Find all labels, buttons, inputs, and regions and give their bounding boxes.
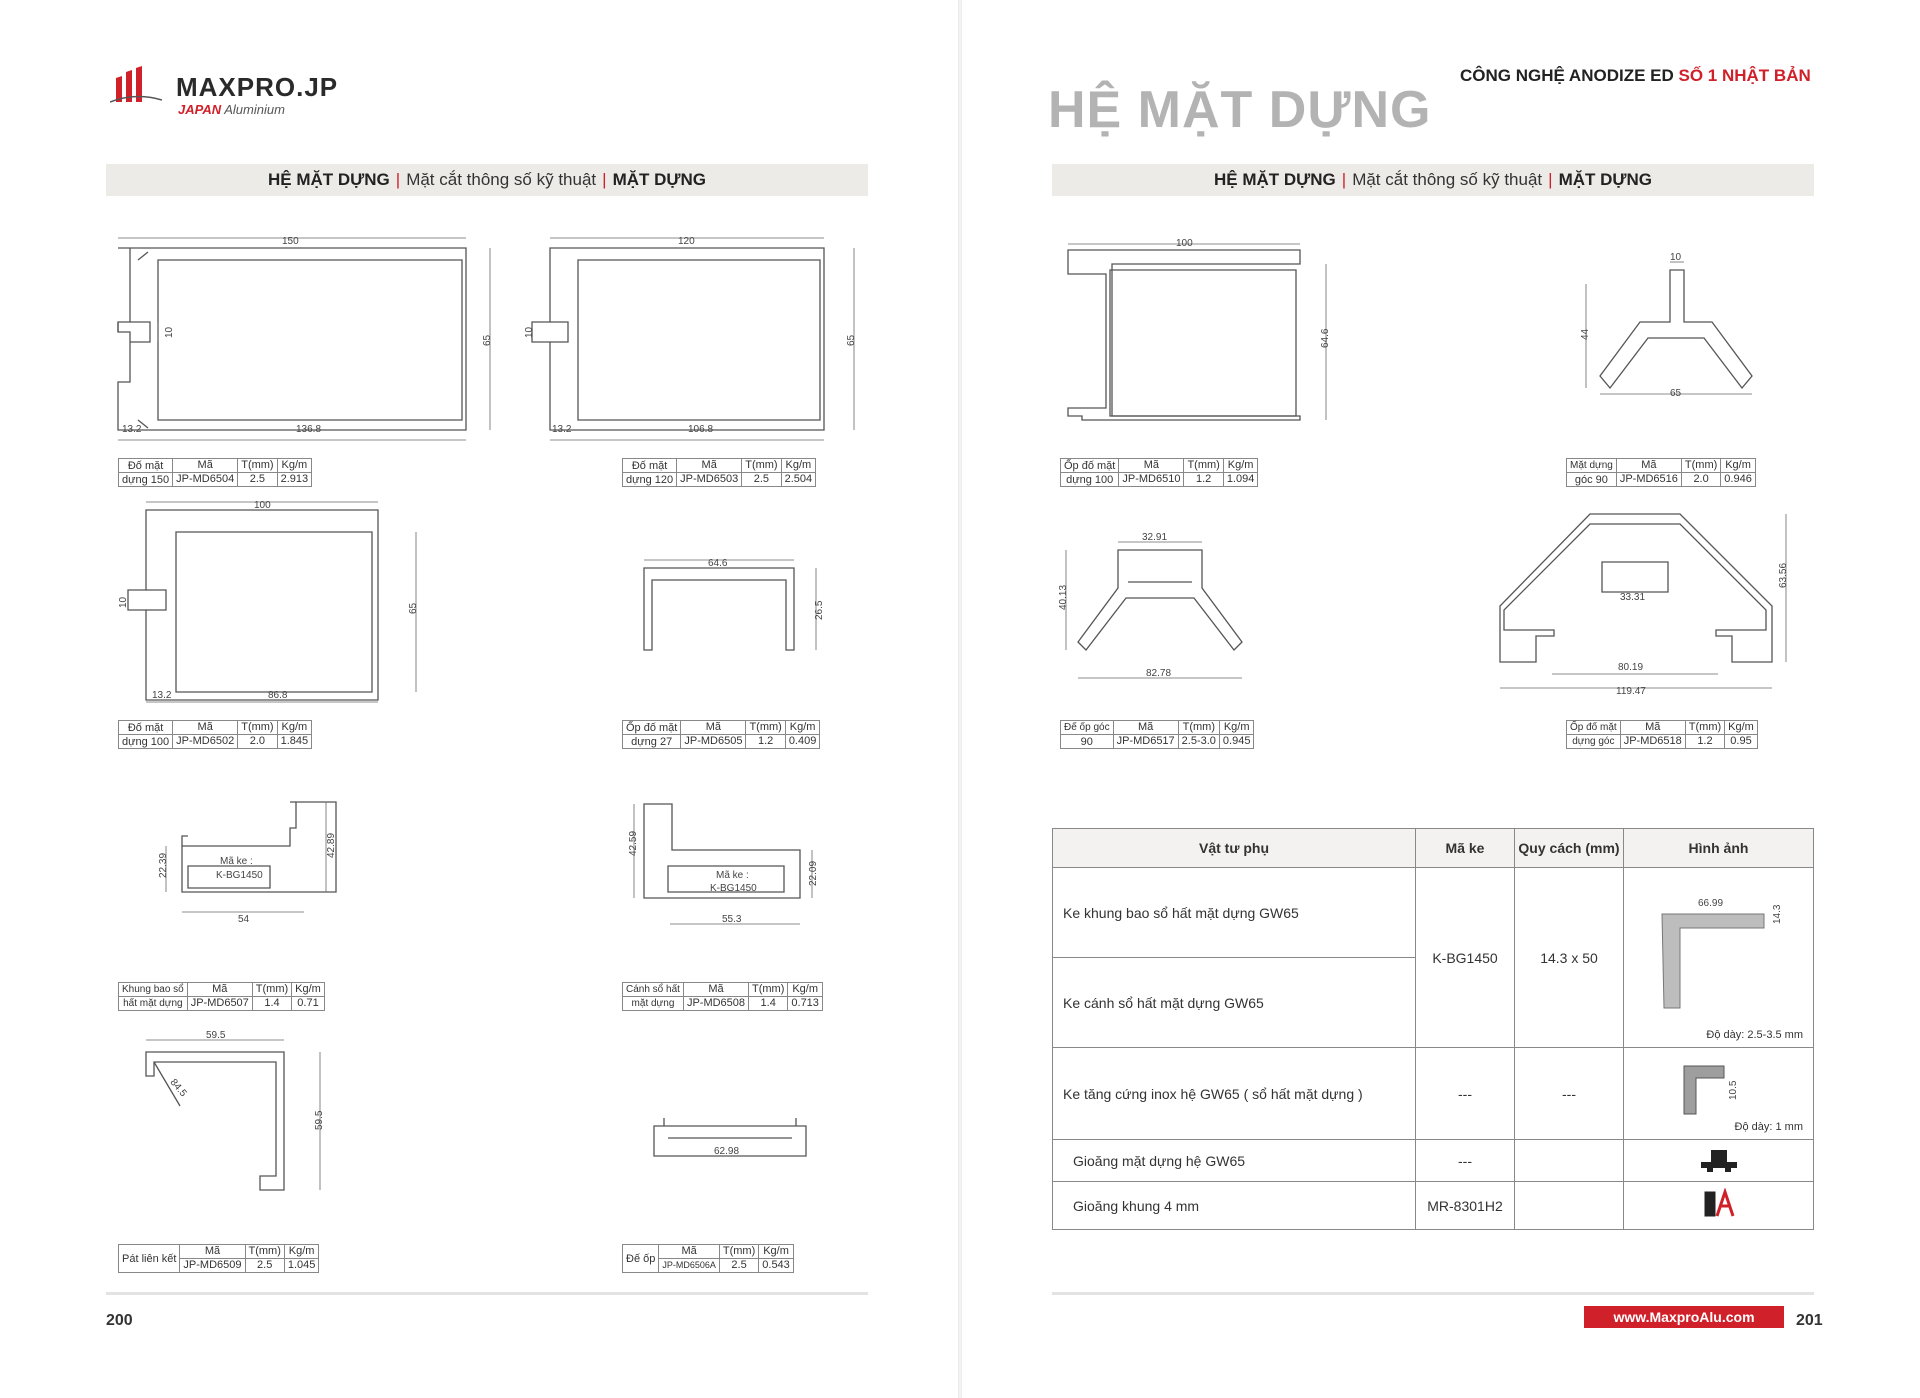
profile-drawing-md6505 — [636, 556, 836, 656]
dim-label: 63.56 — [1778, 562, 1789, 588]
dim-label: 22.39 — [158, 852, 169, 878]
dim-label: 10.5 — [1728, 1080, 1739, 1100]
thickness-note: Độ dày: 1 mm — [1734, 1121, 1803, 1133]
section-header: HỆ MẶT DỰNG | Mặt cắt thông số kỹ thuật | MẶT DỰNG — [106, 164, 868, 196]
page-title: HỆ MẶT DỰNG — [1048, 81, 1432, 139]
cell-code: MR-8301H2 — [1416, 1182, 1515, 1230]
cell-size: --- — [1515, 1048, 1624, 1140]
table-row — [1053, 868, 1814, 958]
left-page — [0, 0, 958, 1398]
cell-size — [1515, 1182, 1624, 1230]
spec-table-md6509: Pát liên kết Mã T(mm) Kg/m JP-MD6509 2.5 1.045 — [118, 1244, 319, 1273]
profile-drawing-md6507 — [140, 792, 350, 932]
dim-label: Mã ke : — [220, 856, 253, 867]
dim-label: 65 — [408, 602, 419, 614]
profile-drawing-md6503 — [524, 232, 868, 442]
col-header-size: Quy cách (mm) — [1515, 829, 1624, 868]
cell-size — [1515, 1140, 1624, 1182]
dim-label: 32.91 — [1142, 532, 1168, 543]
cell-code: --- — [1416, 1048, 1515, 1140]
dim-label: 26.5 — [814, 600, 825, 620]
dim-label: 80.19 — [1618, 662, 1644, 673]
cell-name: Ke khung bao sổ hất mặt dựng GW65 — [1053, 868, 1416, 958]
spec-table-md6507: Khung bao sổ Mã T(mm) Kg/m hất mặt dựng JP-MD6507 1.4 0.71 — [118, 982, 325, 1011]
col-header-code: Mã ke — [1416, 829, 1515, 868]
dim-label: K-BG1450 — [216, 870, 263, 881]
dim-label: 59.5 — [314, 1110, 325, 1130]
logo-mark-icon — [110, 66, 162, 106]
cell-name: Ke tăng cứng inox hệ GW65 ( sổ hất mặt dựng ) — [1053, 1048, 1416, 1140]
dim-label: 13.2 — [152, 690, 172, 701]
dim-label: Mã ke : — [716, 870, 749, 881]
profile-drawing-md6517 — [1058, 528, 1270, 688]
spec-table-md6502: Đố mặt Mã T(mm) Kg/m dựng 100 JP-MD6502 2.0 1.845 — [118, 720, 312, 749]
spec-table-md6505: Ốp đố mặt Mã T(mm) Kg/m dựng 27 JP-MD6505 1.2 0.409 — [622, 720, 820, 749]
cell-name: Gioăng mặt dựng hệ GW65 — [1053, 1140, 1416, 1182]
section-header: HỆ MẶT DỰNG | Mặt cắt thông số kỹ thuật | MẶT DỰNG — [1052, 164, 1814, 196]
dim-label: 64.6 — [708, 558, 728, 569]
dim-label: 42.59 — [628, 830, 639, 856]
profile-drawing-md6518 — [1496, 510, 1789, 700]
dim-label: 44 — [1580, 328, 1591, 340]
dim-label: 33.31 — [1620, 592, 1646, 603]
dim-label: 119.47 — [1616, 686, 1646, 697]
dim-label: 54 — [238, 914, 250, 925]
brand-name: MAXPRO.JP — [176, 72, 339, 102]
page-number: 200 — [106, 1312, 133, 1329]
table-row — [1053, 1140, 1814, 1182]
dim-label: 10 — [118, 596, 129, 608]
cell-image — [1624, 1140, 1814, 1182]
profile-drawing-md6508 — [628, 796, 846, 936]
cell-image — [1624, 1048, 1814, 1140]
cell-size: 14.3 x 50 — [1515, 868, 1624, 1048]
cell-code: --- — [1416, 1140, 1515, 1182]
dim-label: 86.8 — [268, 690, 288, 701]
brand-subtitle: JAPAN Aluminium — [178, 102, 285, 117]
col-header-image: Hình ảnh — [1624, 829, 1814, 868]
thickness-note: Độ dày: 2.5-3.5 mm — [1706, 1029, 1803, 1041]
cell-name: Gioăng khung 4 mm — [1053, 1182, 1416, 1230]
frame-gasket-icon — [1701, 1188, 1737, 1220]
gasket-icon — [1697, 1146, 1741, 1172]
dim-label: 106.8 — [688, 424, 714, 435]
spec-table-md6518: Ốp đố mặt Mã T(mm) Kg/m dựng góc JP-MD6518 1.2 0.95 — [1566, 720, 1758, 749]
page-number: 201 — [1796, 1312, 1823, 1329]
dim-label: 10 — [1670, 252, 1682, 263]
dim-label: 136.8 — [296, 424, 322, 435]
spec-table-md6516: Mặt dựng Mã T(mm) Kg/m góc 90 JP-MD6516 2.0 0.946 — [1566, 458, 1756, 487]
profile-drawing-md6509 — [140, 1026, 340, 1196]
cell-code: K-BG1450 — [1416, 868, 1515, 1048]
dim-label: K-BG1450 — [710, 883, 757, 894]
dim-label: 66.99 — [1698, 898, 1724, 909]
dim-label: 14.3 — [1772, 904, 1783, 924]
profile-drawing-md6504 — [110, 232, 510, 442]
footer-divider — [1052, 1292, 1814, 1295]
table-row — [1053, 1182, 1814, 1230]
dim-label: 10 — [524, 326, 535, 338]
dim-label: 59.5 — [206, 1030, 226, 1041]
col-header-name: Vật tư phụ — [1053, 829, 1416, 868]
dim-label: 55.3 — [722, 914, 742, 925]
dim-label: 100 — [1176, 238, 1193, 249]
profile-drawing-md6506a — [650, 1112, 820, 1172]
dim-label: 22.09 — [808, 860, 819, 886]
spec-table-md6506a: Đế ốp Mã T(mm) Kg/m JP-MD6506A 2.5 0.543 — [622, 1244, 794, 1273]
corner-bracket-image — [1654, 878, 1804, 1028]
profile-drawing-md6510 — [1062, 240, 1332, 430]
footer-divider — [106, 1292, 868, 1295]
dim-label: 65 — [846, 334, 857, 346]
dim-label: 62.98 — [714, 1146, 740, 1157]
cell-name: Ke cánh sổ hất mặt dựng GW65 — [1053, 958, 1416, 1048]
profile-drawing-md6516 — [1580, 252, 1762, 406]
dim-label: 100 — [254, 500, 271, 511]
spec-table-md6503: Đố mặt Mã T(mm) Kg/m dựng 120 JP-MD6503 2.5 2.504 — [622, 458, 816, 487]
profile-drawing-md6502 — [116, 496, 436, 706]
table-row — [1053, 1048, 1814, 1140]
dim-label: 84.5 — [167, 1077, 189, 1100]
inox-bracket-image — [1674, 1060, 1754, 1130]
spec-table-md6517: Đế ốp góc Mã T(mm) Kg/m 90 JP-MD6517 2.5-3.0 0.945 — [1060, 720, 1254, 749]
dim-label: 10 — [164, 326, 175, 338]
spec-table-md6504: Đố mặt Mã T(mm) Kg/m dựng 150 JP-MD6504 2.5 2.913 — [118, 458, 312, 487]
tagline: CÔNG NGHỆ ANODIZE ED SỐ 1 NHẬT BẢN — [1460, 66, 1811, 85]
brand-logo — [110, 66, 162, 111]
accessories-table — [1052, 828, 1814, 1230]
spec-table-md6510: Ốp đố mặt Mã T(mm) Kg/m dựng 100 JP-MD6510 1.2 1.094 — [1060, 458, 1258, 487]
dim-label: 150 — [282, 236, 299, 247]
dim-label: 42.89 — [326, 832, 337, 858]
dim-label: 65 — [1670, 388, 1682, 399]
cell-image — [1624, 868, 1814, 1048]
dim-label: 40.13 — [1058, 584, 1069, 610]
dim-label: 82.78 — [1146, 668, 1172, 679]
dim-label: 64.6 — [1320, 328, 1331, 348]
dim-label: 13.2 — [122, 424, 142, 435]
dim-label: 13.2 — [552, 424, 572, 435]
dim-label: 120 — [678, 236, 695, 247]
website-link[interactable]: www.MaxproAlu.com — [1584, 1306, 1784, 1328]
spec-table-md6508: Cánh sổ hất Mã T(mm) Kg/m mặt dựng JP-MD6508 1.4 0.713 — [622, 982, 823, 1011]
dim-label: 65 — [482, 334, 493, 346]
right-page — [962, 0, 1920, 1398]
cell-image — [1624, 1182, 1814, 1230]
